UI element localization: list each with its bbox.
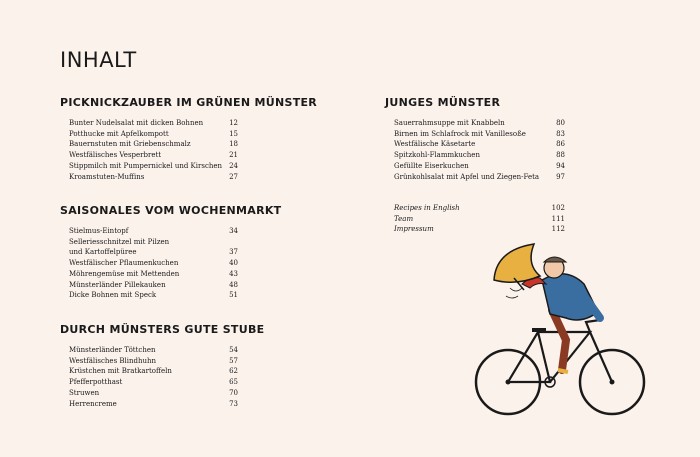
toc-entry[interactable]: [69, 345, 238, 356]
entry-page: 112: [551, 225, 565, 234]
toc-entry[interactable]: [394, 118, 565, 129]
entry-title: Herrencreme: [69, 399, 117, 408]
entry-title: Gefüllte Eiserkuchen: [394, 161, 469, 170]
entry-title: Selleriesschnitzel mit Pilzen und Kartoffelpüree: [69, 237, 170, 257]
section-gute-stube: [60, 323, 265, 409]
toc-entry[interactable]: [69, 366, 238, 377]
section-heading: SAISONALES VOM WOCHENMARKT: [60, 204, 282, 217]
entry-page: 88: [556, 151, 565, 160]
entry-page: 34: [229, 227, 238, 235]
entry-page: 97: [556, 172, 565, 181]
entry-title: Team: [394, 214, 414, 223]
section-heading: JUNGES MÜNSTER: [385, 96, 501, 109]
entry-page: 43: [229, 269, 238, 278]
entry-page: 37: [229, 248, 238, 257]
toc-entry[interactable]: [394, 172, 565, 183]
entry-page: 102: [551, 204, 565, 212]
toc-entry[interactable]: [394, 150, 565, 161]
entry-page: 12: [229, 119, 238, 127]
entry-page: 73: [229, 399, 238, 408]
toc-entry[interactable]: [69, 399, 238, 410]
entry-title: Bauernstuten mit Griebenschmalz: [69, 140, 191, 149]
entry-page: 83: [556, 129, 565, 138]
extras-list: [394, 203, 565, 235]
entry-page: 24: [229, 161, 238, 170]
toc-entry[interactable]: [69, 161, 238, 172]
section-heading: DURCH MÜNSTERS GUTE STUBE: [60, 323, 265, 336]
entry-title: Sauerrahmsuppe mit Knabbeln: [394, 119, 505, 127]
entry-page: 51: [229, 291, 238, 300]
entry-title: Stippmilch mit Pumpernickel und Kirschen: [69, 161, 223, 170]
section-picknickzauber: [60, 96, 318, 182]
entry-page: 48: [229, 280, 238, 289]
toc-entry[interactable]: [394, 161, 565, 172]
entry-title: Westfälisches Vesperbrett: [69, 151, 162, 160]
toc-entry[interactable]: [69, 258, 238, 269]
entry-title: Westfälischer Pflaumenkuchen: [69, 259, 179, 268]
toc-entry[interactable]: [394, 129, 565, 140]
toc-entry[interactable]: [69, 356, 238, 367]
entry-title: Impressum: [394, 225, 434, 234]
entry-title: Westfälisches Blindhuhn: [69, 356, 157, 365]
entry-title: Stielmus-Eintopf: [69, 227, 129, 235]
cyclist-with-umbrella-illustration: [470, 240, 655, 424]
toc-entry[interactable]: [69, 377, 238, 388]
entry-page: 15: [229, 129, 238, 138]
entry-title: Westfälische Käsetarte: [394, 140, 476, 149]
entry-title: Möhrengemüse mit Mettenden: [69, 269, 180, 278]
umbrella-icon: [494, 244, 540, 282]
section-heading: PICKNICKZAUBER IM GRÜNEN MÜNSTER: [60, 96, 318, 109]
toc-entry[interactable]: [394, 214, 565, 225]
toc-entry[interactable]: [69, 280, 238, 291]
toc-entry[interactable]: [69, 226, 238, 237]
entry-page: 86: [556, 140, 565, 149]
entry-title: Kroamstuten-Muffins: [69, 172, 145, 181]
toc-entry[interactable]: [69, 172, 238, 183]
toc-entry[interactable]: [394, 139, 565, 150]
toc-entry[interactable]: [69, 139, 238, 150]
entry-page: 70: [229, 388, 238, 397]
entry-title: Birnen im Schlafrock mit Vanillesoße: [394, 129, 526, 138]
entry-title: Spitzkohl-Flammkuchen: [394, 151, 480, 160]
entry-page: 54: [229, 346, 238, 354]
toc-entry[interactable]: [69, 150, 238, 161]
entry-page: 94: [556, 161, 565, 170]
toc-entry[interactable]: [69, 269, 238, 280]
entry-title: Bunter Nudelsalat mit dicken Bohnen: [69, 119, 204, 127]
toc-entry[interactable]: [394, 224, 565, 235]
entry-page: 62: [229, 367, 238, 376]
page-title: INHALT: [60, 48, 137, 73]
entry-title: Grünkohlsalat mit Apfel und Ziegen-Feta: [394, 172, 540, 181]
section-saisonales: [60, 204, 282, 301]
toc-entry[interactable]: [69, 237, 238, 258]
toc-entry[interactable]: [69, 388, 238, 399]
toc-entry[interactable]: [69, 129, 238, 140]
entry-title: Recipes in English: [394, 204, 460, 212]
toc-entry[interactable]: [69, 118, 238, 129]
entry-title: Münsterländer Töttchen: [69, 346, 156, 354]
entry-page: 111: [551, 214, 565, 223]
entry-title: Dicke Bohnen mit Speck: [69, 291, 157, 300]
entry-title: Münsterländer Pillekauken: [69, 280, 166, 289]
section-junges-muenster: [385, 96, 565, 182]
entry-page: 80: [556, 119, 565, 127]
entry-title: Struwen: [69, 388, 100, 397]
entry-page: 18: [229, 140, 238, 149]
entry-title: Krüstchen mit Bratkartoffeln: [69, 367, 172, 376]
toc-entry[interactable]: [69, 290, 238, 301]
entry-page: 27: [229, 172, 238, 181]
entry-title: Pfefferpotthast: [69, 378, 123, 387]
entry-page: 65: [229, 378, 238, 387]
entry-title: Potthucke mit Apfelkompott: [69, 129, 169, 138]
entry-page: 57: [229, 356, 238, 365]
toc-entry[interactable]: [394, 203, 565, 214]
entry-page: 40: [229, 259, 238, 268]
entry-page: 21: [229, 151, 238, 160]
